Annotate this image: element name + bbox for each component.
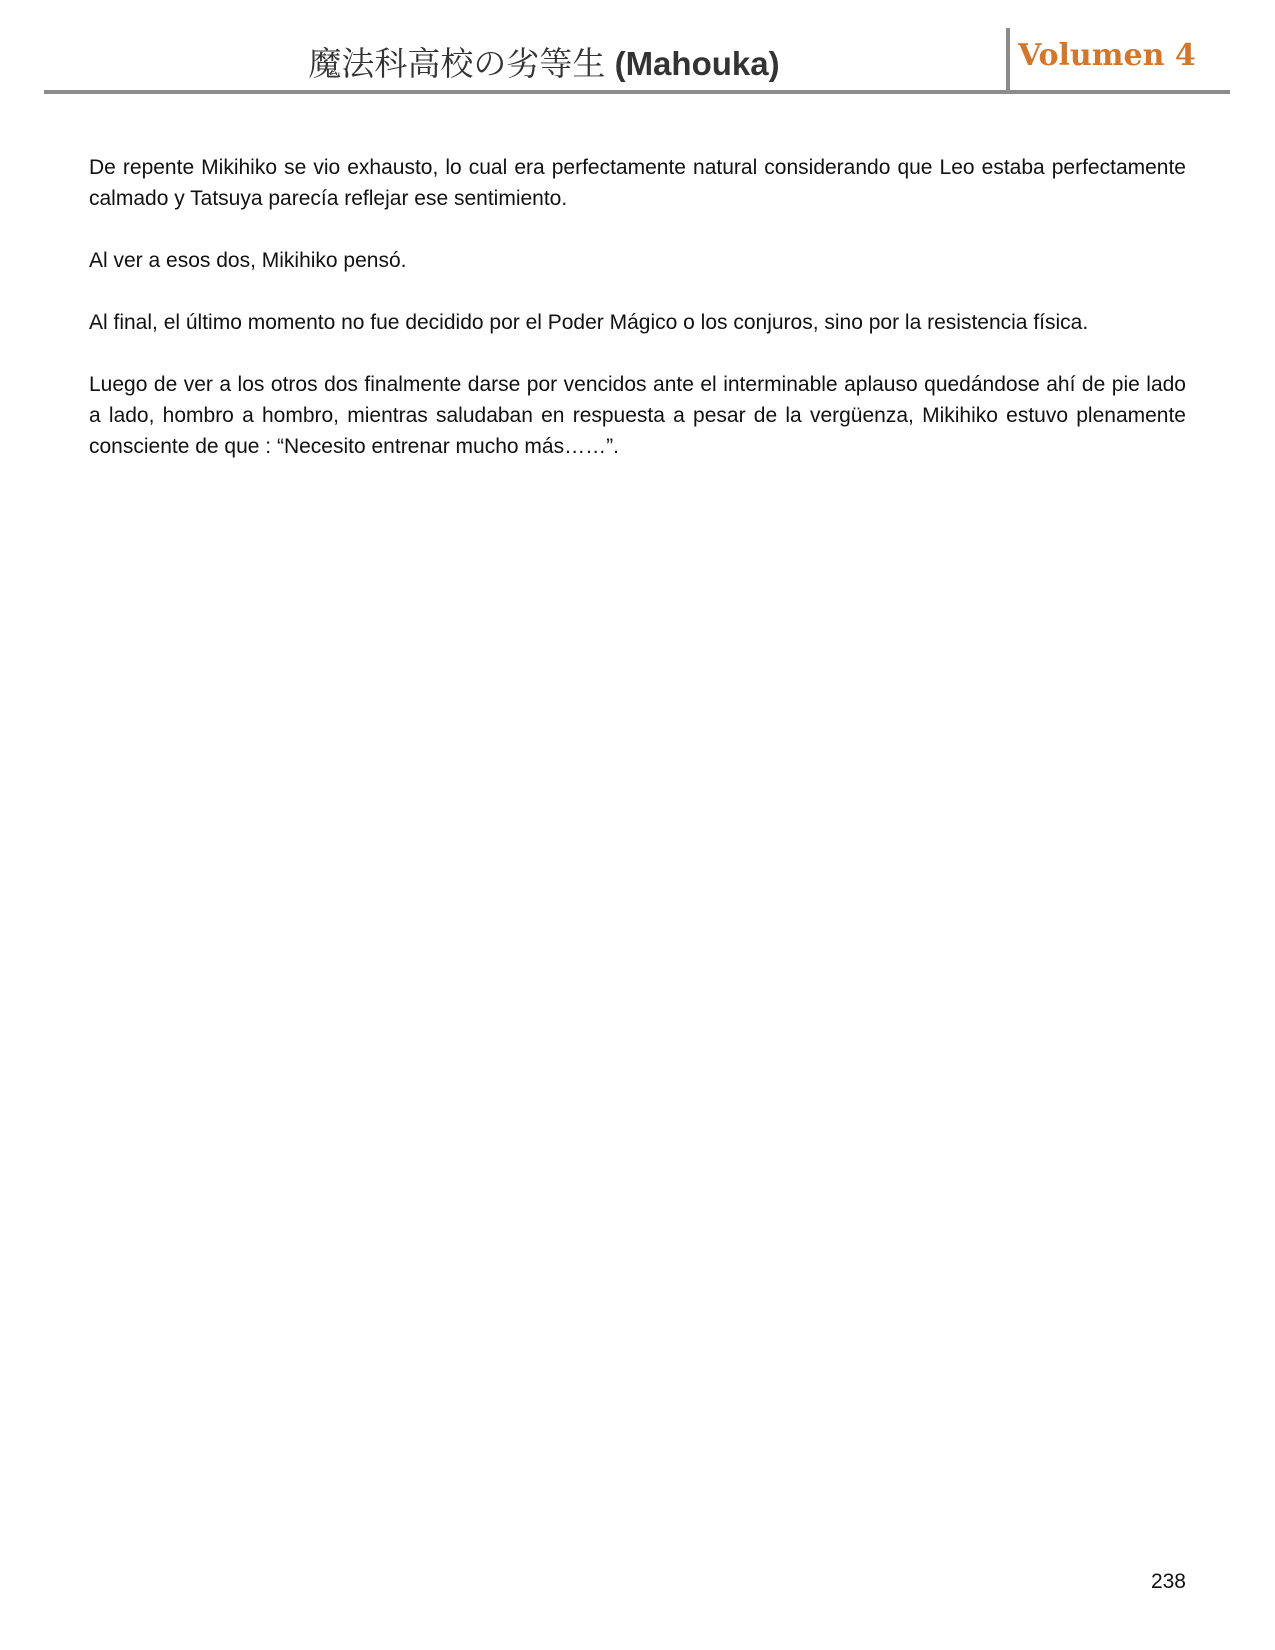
- page-body: [89, 152, 1186, 493]
- book-title-latin: (Mahouka): [614, 45, 780, 82]
- page-header: [44, 28, 1230, 94]
- header-rule: [44, 90, 1230, 94]
- page-number: 238: [1150, 1570, 1186, 1593]
- book-title-japanese: 魔法科高校の劣等生: [308, 45, 606, 82]
- paragraph-3: Al final, el último momento no fue decidido por el Poder Mágico o los conjuros, sino por la resistencia física.: [89, 311, 1089, 334]
- header-divider: [1006, 28, 1010, 92]
- book-title: [44, 38, 1044, 85]
- paragraph-2: Al ver a esos dos, Mikihiko pensó.: [89, 249, 407, 272]
- volume-label: Volumen 4: [1018, 38, 1196, 73]
- paragraph-1: De repente Mikihiko se vio exhausto, lo cual era perfectamente natural considerando que Leo estaba perfectamente calmado y Tatsuya parecía reflejar ese sentimiento.: [89, 156, 1186, 210]
- paragraph-4: Luego de ver a los otros dos finalmente darse por vencidos ante el interminable aplauso quedándose ahí de pie lado a lado, hombro a hombro, mientras saludaban en respuesta a pesar de la vergüenza, Mikihiko estuvo plenamente consciente de que : “Necesito entrenar mucho más……”.: [89, 373, 1186, 458]
